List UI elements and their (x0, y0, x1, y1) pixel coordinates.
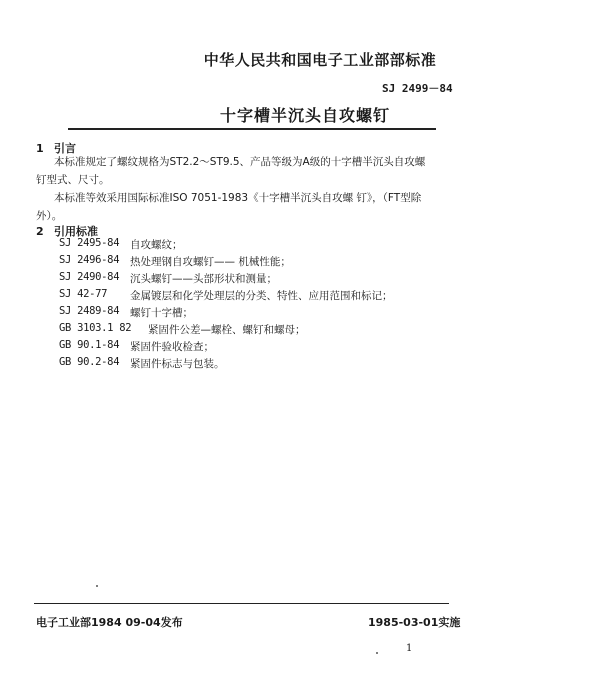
reference-title: 紧固件验收检查； (130, 341, 214, 353)
intro-para-2-line-2: 外）。 (36, 210, 63, 222)
reference-code: GB 90.1-84 (59, 339, 120, 351)
document-title: 十字槽半沉头自攻螺钉 (219, 106, 390, 125)
reference-code: GB 90.2-84 (59, 356, 120, 368)
reference-title: 热处理钢自攻螺钉—— 机械性能； (130, 256, 291, 268)
section-1-title: 引言 (54, 142, 76, 155)
reference-title: 紧固件公差—螺栓、螺钉和螺母； (148, 324, 306, 336)
page-number: 1 (406, 643, 413, 654)
section-1-number: 1 (36, 142, 44, 155)
intro-para-2-line-1: 本标准等效采用国际标准ISO 7051-1983《十字槽半沉头自攻螺 钉》，（FT型除 (54, 192, 422, 204)
reference-code: SJ 42-77 (59, 288, 108, 300)
intro-para-1-line-2: 钉型式、尺寸。 (36, 174, 110, 186)
issuing-authority-heading: 中华人民共和国电子工业部部标准 (203, 51, 437, 69)
footer-divider (34, 603, 449, 604)
reference-title: 沉头螺钉——头部形状和测量； (130, 273, 277, 285)
title-divider (68, 128, 436, 130)
reference-code: SJ 2495-84 (59, 237, 120, 249)
reference-code: SJ 2496-84 (59, 254, 120, 266)
reference-title: 自攻螺纹； (130, 239, 183, 251)
scan-speck (96, 585, 98, 587)
section-2-title: 引用标准 (54, 225, 98, 238)
standard-number: SJ 2499－84 (382, 82, 453, 95)
effective-date: 1985-03-01实施 (368, 616, 461, 629)
reference-code: SJ 2489-84 (59, 305, 120, 317)
reference-title: 金属镀层和化学处理层的分类、特性、应用范围和标记； (130, 290, 393, 302)
reference-title: 螺钉十字槽； (130, 307, 193, 319)
scan-speck (376, 652, 378, 654)
reference-code: SJ 2490-84 (59, 271, 120, 283)
issue-date: 电子工业部1984 09-04发布 (36, 616, 183, 629)
reference-code: GB 3103.1 82 (59, 322, 132, 334)
reference-title: 紧固件标志与包装。 (130, 358, 225, 370)
intro-para-1-line-1: 本标准规定了螺纹规格为ST2.2～ST9.5、产品等级为A级的十字槽半沉头自攻螺 (54, 156, 426, 168)
section-2-number: 2 (36, 225, 44, 238)
